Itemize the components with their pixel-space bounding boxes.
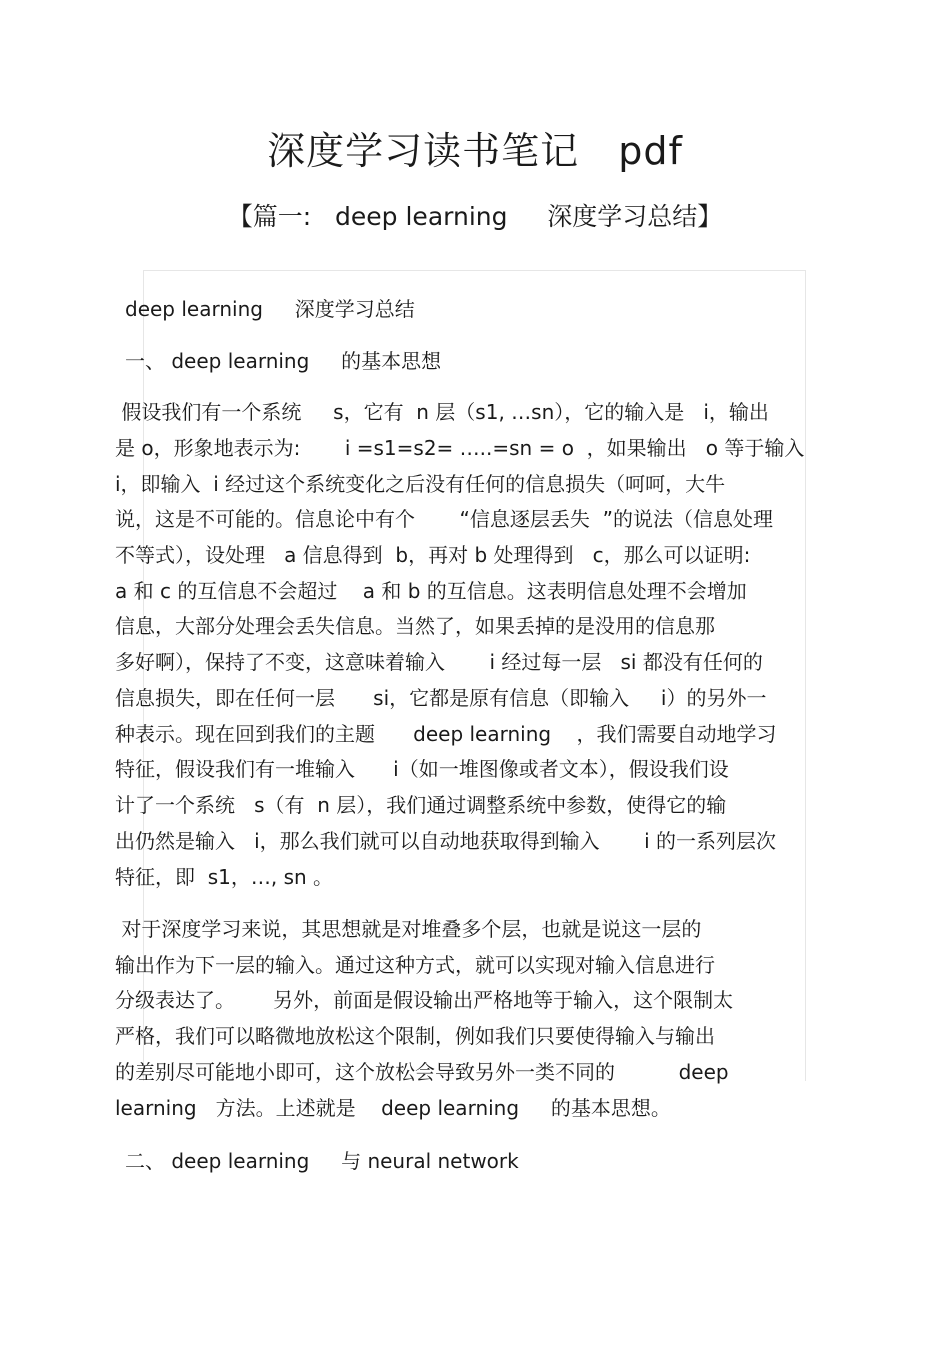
section-heading-1: 一、 deep learning 的基本思想 xyxy=(125,349,442,373)
paragraph-line: 说，这是不可能的。信息论中有个 “信息逐层丢失 ”的说法（信息处理 xyxy=(115,507,773,531)
section-heading-2: 二、 deep learning 与 neural network xyxy=(125,1149,519,1173)
paragraph-line: 的差别尽可能地小即可，这个放松会导致另外一类不同的 deep xyxy=(115,1060,729,1084)
paragraph-line: 特征，即 s1，…, sn 。 xyxy=(115,865,334,889)
paragraph-line: 假设我们有一个系统 s，它有 n 层（s1, …sn），它的输入是 i，输出 xyxy=(115,400,769,424)
paragraph-line: 分级表达了。 另外，前面是假设输出严格地等于输入，这个限制太 xyxy=(115,988,734,1012)
paragraph-line: 不等式），设处理 a 信息得到 b，再对 b 处理得到 c，那么可以证明: xyxy=(115,543,751,567)
paragraph-line: 出仍然是输入 i，那么我们就可以自动地获取得到输入 i 的一系列层次 xyxy=(115,829,777,853)
paragraph-line: learning 方法。上述就是 deep learning 的基本思想。 xyxy=(115,1096,671,1120)
document-title: 深度学习读书笔记 pdf xyxy=(267,129,683,173)
paragraph-line: a 和 c 的互信息不会超过 a 和 b 的互信息。这表明信息处理不会增加 xyxy=(115,579,747,603)
paragraph-line: 对于深度学习来说，其思想就是对堆叠多个层，也就是说这一层的 xyxy=(115,917,702,941)
paragraph-line: 特征，假设我们有一堆输入 i（如一堆图像或者文本），假设我们设 xyxy=(115,757,729,781)
paragraph-line: 种表示。现在回到我们的主题 deep learning ，我们需要自动地学习 xyxy=(115,722,777,746)
paragraph-line: 输出作为下一层的输入。通过这种方式，就可以实现对输入信息进行 xyxy=(115,953,715,977)
document-subtitle: 【篇一: deep learning 深度学习总结】 xyxy=(227,202,723,231)
paragraph-line: 计了一个系统 s（有 n 层），我们通过调整系统中参数，使得它的输 xyxy=(115,793,727,817)
intro-heading: deep learning 深度学习总结 xyxy=(125,297,415,321)
paragraph-line: 信息损失，即在任何一层 si，它都是原有信息（即输入 i）的另外一 xyxy=(115,686,767,710)
paragraph-line: 是 o，形象地表示为: i =s1=s2= …..=sn = o ，如果输出 o 等于输入 xyxy=(115,436,805,460)
paragraph-line: 多好啊），保持了不变，这意味着输入 i 经过每一层 si 都没有任何的 xyxy=(115,650,763,674)
paragraph-line: 信息，大部分处理会丢失信息。当然了，如果丢掉的是没用的信息那 xyxy=(115,614,715,638)
paragraph-line: 严格，我们可以略微地放松这个限制，例如我们只要使得输入与输出 xyxy=(115,1024,715,1048)
paragraph-line: i，即输入 i 经过这个系统变化之后没有任何的信息损失（呵呵，大牛 xyxy=(115,472,726,496)
